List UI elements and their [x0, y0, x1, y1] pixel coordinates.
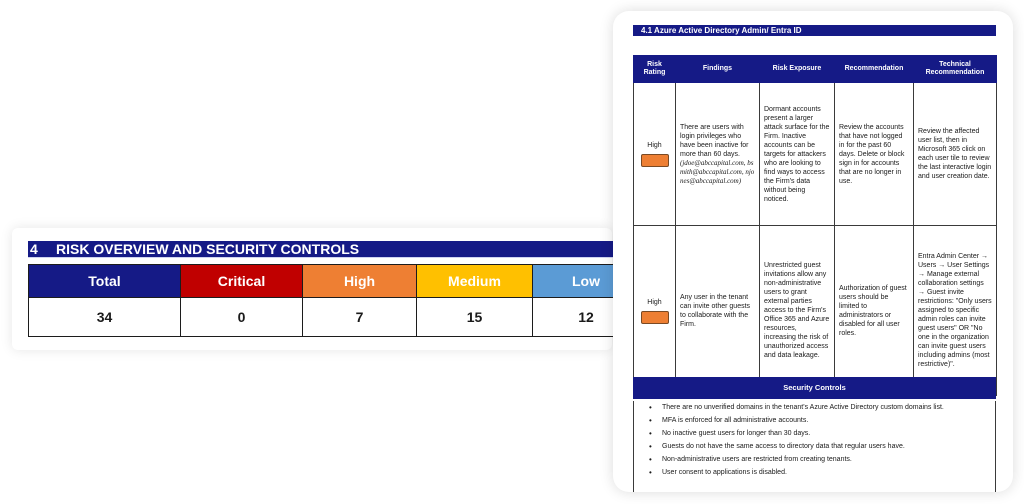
recommendation-cell: Authorization of guest users should be limited to administrators or disabled for all user roles.: [835, 226, 914, 396]
critical-value: 0: [181, 298, 303, 337]
critical-header: Critical: [181, 265, 303, 298]
table-row: [634, 226, 997, 396]
risk-rating-cell: [634, 226, 676, 396]
risk-rating-label: High: [647, 142, 662, 149]
table-row: [634, 83, 997, 226]
findings-cell: [676, 83, 760, 226]
risk-summary-values-row: [29, 298, 640, 337]
findings-text: There are users with login privileges who have been inactive for more than 60 days.: [680, 123, 749, 158]
high-header: High: [303, 265, 417, 298]
azure-section-heading: 4.1 Azure Active Directory Admin/ Entra ID: [633, 25, 996, 36]
exposure-cell: Unrestricted guest invitations allow any non-administrative users to grant external parties access to the Firm's Office 365 and Azure resources, increasing the risk of unauthorized access and data leakage.: [760, 226, 835, 396]
col-recommendation: Recommendation: [835, 56, 914, 83]
findings-cell: Any user in the tenant can invite other guests to collaborate with the Firm.: [676, 226, 760, 396]
technical-recommendation-cell: Entra Admin Center → Users → User Settings → Manage external collaboration settings → Guest invite restrictions: "Only users assigned to specific admin roles can invite guest users" OR "No one in the organization can invite guest users including admins (most restrictive)".: [914, 226, 997, 396]
col-technical-recommendation: Technical Recommendation: [914, 56, 997, 83]
section-number: 4: [30, 241, 38, 257]
azure-findings-page: [613, 11, 1013, 492]
technical-recommendation-cell: Review the affected user list, then in Microsoft 365 click on each user tile to review the last interactive login and user creation date.: [914, 83, 997, 226]
high-rating-swatch: [641, 154, 669, 167]
medium-header: Medium: [417, 265, 533, 298]
risk-summary-header-row: [29, 265, 640, 298]
col-risk-exposure: Risk Exposure: [760, 56, 835, 83]
exposure-cell: Dormant accounts present a larger attack surface for the Firm. Inactive accounts can be targets for attackers who are looking to find ways to access the Firm's data without being noticed.: [760, 83, 835, 226]
list-item: • Non-administrative users are restricted from creating tenants.: [662, 453, 995, 466]
total-value: 34: [29, 298, 181, 337]
low-header: Low: [533, 265, 640, 298]
list-item: • MFA is enforced for all administrative accounts.: [662, 414, 995, 427]
risk-rating-label: High: [647, 298, 662, 306]
high-rating-swatch: [641, 311, 669, 324]
total-header: Total: [29, 265, 181, 298]
risk-overview-card: [12, 228, 612, 350]
findings-table: [633, 55, 997, 396]
recommendation-cell: Review the accounts that have not logged in for the past 60 days. Delete or block sign in for accounts that are no longer in use.: [835, 83, 914, 226]
list-item: • No inactive guest users for longer than 30 days.: [662, 427, 995, 440]
security-controls-list: [633, 401, 996, 492]
medium-value: 15: [417, 298, 533, 337]
col-risk-rating: Risk Rating: [634, 56, 676, 83]
section-heading: [28, 241, 624, 258]
findings-header-row: [634, 56, 997, 83]
high-value: 7: [303, 298, 417, 337]
list-item: • There are no unverified domains in the tenant's Azure Active Directory custom domains list.: [662, 401, 995, 414]
findings-emails: (jdoe@abccapital.com, bsmith@abccapital.com, njones@abccapital.com): [680, 158, 755, 185]
list-item: • Guests do not have the same access to directory data that regular users have.: [662, 440, 995, 453]
list-item: • User consent to applications is disabled.: [662, 466, 995, 479]
section-title: RISK OVERVIEW AND SECURITY CONTROLS: [56, 241, 360, 257]
security-controls-heading: Security Controls: [633, 377, 996, 399]
col-findings: Findings: [676, 56, 760, 83]
low-value: 12: [533, 298, 640, 337]
risk-rating-cell: [634, 83, 676, 226]
risk-summary-table: [28, 264, 640, 337]
